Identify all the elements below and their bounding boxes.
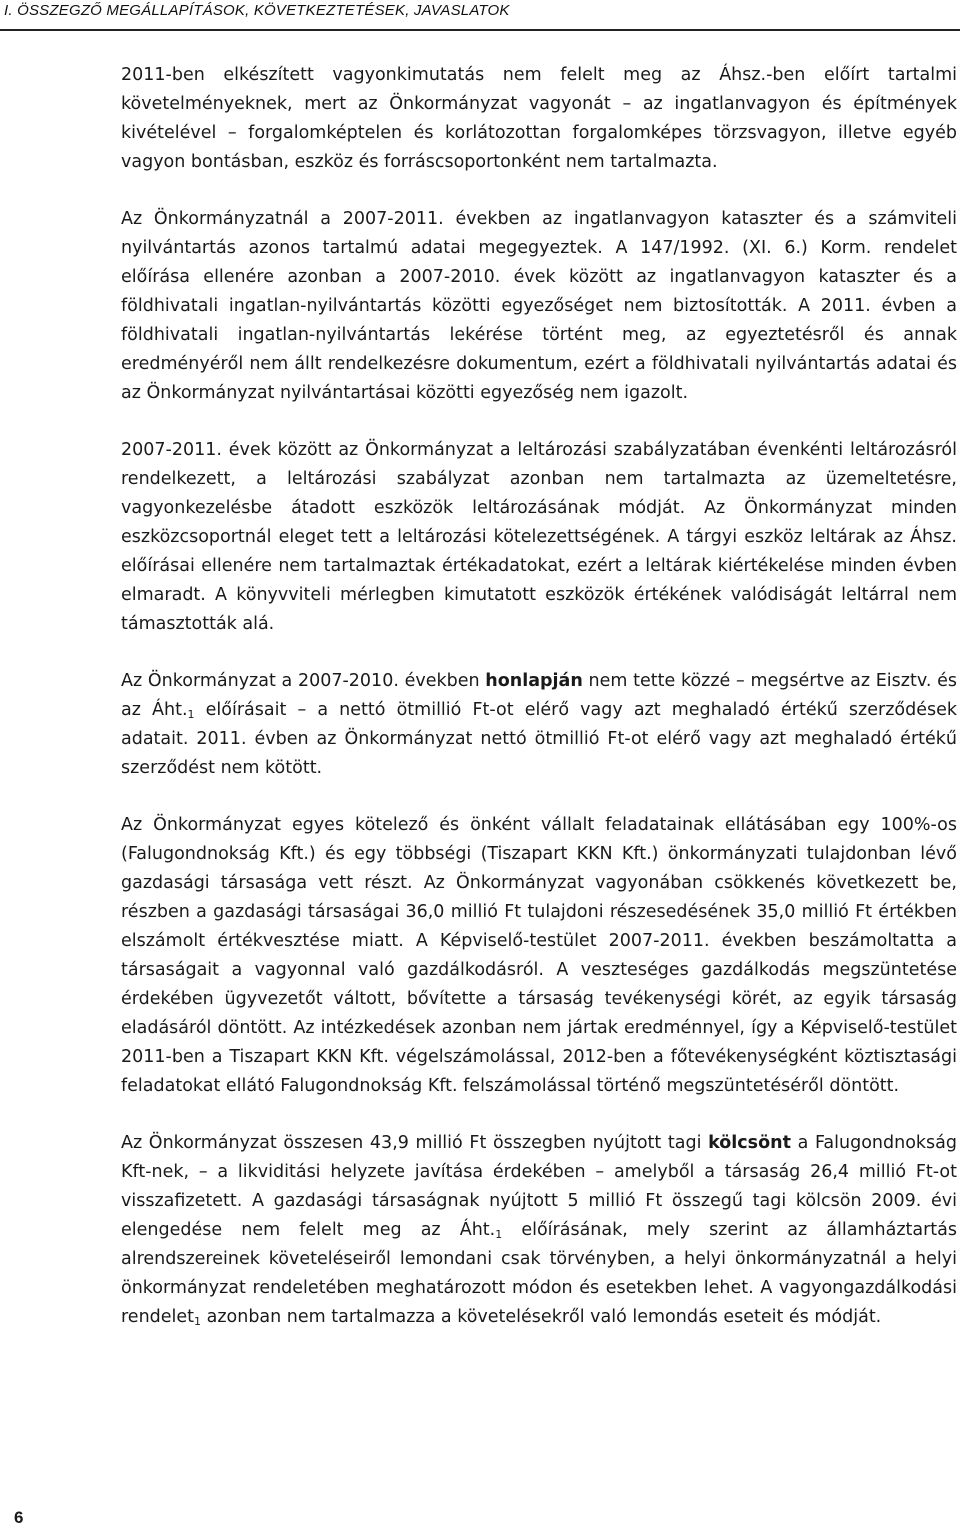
subscript-marker: 1 xyxy=(495,1228,503,1241)
paragraph-website-publication xyxy=(121,667,957,783)
paragraph-part: előírásának, mely szerint az államháztartás alrendszereinek követeléseiről lemondani csak törvényben, a helyi önkormányzatnál a helyi önkormányzat rendeletében meghatározott módon és esetekben lehet. A vagyongazdálkodási rendelet xyxy=(121,1220,957,1327)
header-divider xyxy=(0,29,960,31)
paragraph-property-cadastre: Az Önkormányzatnál a 2007-2011. években az ingatlanvagyon kataszter és a számviteli nyilvántartás azonos tartalmú adatai megegyeztek. A 147/1992. (XI. 6.) Korm. rendelet előírása ellenére azonban a 2007-2010. évek között az ingatlanvagyon kataszter és a földhivatali ingatlan-nyilvántartás közötti egyezőséget nem biztosították. A 2011. évben a földhivatali ingatlan-nyilvántartás lekérése történt meg, az egyeztetésről és annak eredményéről nem állt rendelkezésre dokumentum, ezért a földhivatali nyilvántartás adatai és az Önkormányzat nyilvántartásai közötti egyezőség nem igazolt. xyxy=(121,209,957,403)
document-body xyxy=(121,61,957,1360)
subscript-marker: 1 xyxy=(194,1315,202,1328)
paragraph-inventory: 2007-2011. évek között az Önkormányzat a leltározási szabályzatában évenkénti leltározásról rendelkezett, a leltározási szabályzat azonban nem tartalmazta az üzemeltetésre, vagyonkezelésbe átadott eszközök leltározásának módját. Az Önkormányzat minden eszközcsoportnál eleget tett a leltározási kötelezettségének. A tárgyi eszköz leltárak az Áhsz. előírásai ellenére nem tartalmaztak értékadatokat, ezért a leltárak kiértékelése minden évben elmaradt. A könyvviteli mérlegben kimutatott eszközök értékének valódiságát leltárral nem támasztották alá. xyxy=(121,440,957,634)
page-number: 6 xyxy=(14,1508,24,1527)
paragraph-part: Az Önkormányzat összesen 43,9 millió Ft összegben nyújtott tagi xyxy=(121,1133,709,1153)
keyword-honlapjan: honlapján xyxy=(485,671,583,691)
paragraph-part: azonban nem tartalmazza a követelésekről való lemondás eseteit és módját. xyxy=(201,1307,882,1327)
paragraph-part: a Falugondnokság Kft-nek, – a likviditási helyzete javítása érdekében – amelyből a társaság 26,4 millió Ft-ot visszafizetett. A gazdasági társaságnak nyújtott 5 millió Ft összegű tagi kölcsön 2009. évi elengedése nem felelt meg az Áht. xyxy=(121,1133,957,1240)
chapter-header: I. ÖSSZEGZŐ MEGÁLLAPÍTÁSOK, KÖVETKEZTETÉSEK, JAVASLATOK xyxy=(4,2,510,19)
paragraph-asset-statement: 2011-ben elkészített vagyonkimutatás nem felelt meg az Áhsz.-ben előírt tartalmi követelményeknek, mert az Önkormányzat vagyonát – az ingatlanvagyon és építmények kivételével – forgalomképtelen és korlátozottan forgalomképes törzsvagyon, illetve egyéb vagyon bontásban, eszköz és forráscsoportonként nem tartalmazta. xyxy=(121,65,957,172)
paragraph-part: előírásait – a nettó ötmillió Ft-ot elérő vagy azt meghaladó értékű szerződések adatait. 2011. évben az Önkormányzat nettó ötmillió Ft-ot elérő vagy azt meghaladó értékű szerződést nem kötött. xyxy=(121,700,957,778)
subscript-marker: 1 xyxy=(187,708,195,721)
paragraph-loan xyxy=(121,1129,957,1332)
paragraph-part: nem tette közzé – megsértve az Eisztv. és az Áht. xyxy=(121,671,957,720)
paragraph-companies: Az Önkormányzat egyes kötelező és önként vállalt feladatainak ellátásában egy 100%-os (Falugondnokság Kft.) és egy többségi (Tiszapart KKN Kft.) önkormányzati tulajdonban lévő gazdasági társasága vett részt. Az Önkormányzat vagyonában csökkenés következett be, részben a gazdasági társaságai 36,0 millió Ft tulajdoni részesedésének 35,0 millió Ft értékben elszámolt értékvesztése miatt. A Képviselő-testület 2007-2011. években beszámoltatta a társaságait a vagyonnal való gazdálkodásról. A veszteséges gazdálkodás megszüntetése érdekében ügyvezetőt váltott, bővítette a társaság tevékenységi körét, az egyik társaság eladásáról döntött. Az intézkedések azonban nem jártak eredménnyel, így a Képviselő-testület 2011-ben a Tiszapart KKN Kft. végelszámolással, 2012-ben a főtevékenységként köztisztasági feladatokat ellátó Falugondnokság Kft. felszámolással történő megszüntetéséről döntött. xyxy=(121,815,957,1096)
keyword-kolcsont: kölcsönt xyxy=(708,1133,791,1153)
paragraph-part: Az Önkormányzat a 2007-2010. években xyxy=(121,671,486,691)
